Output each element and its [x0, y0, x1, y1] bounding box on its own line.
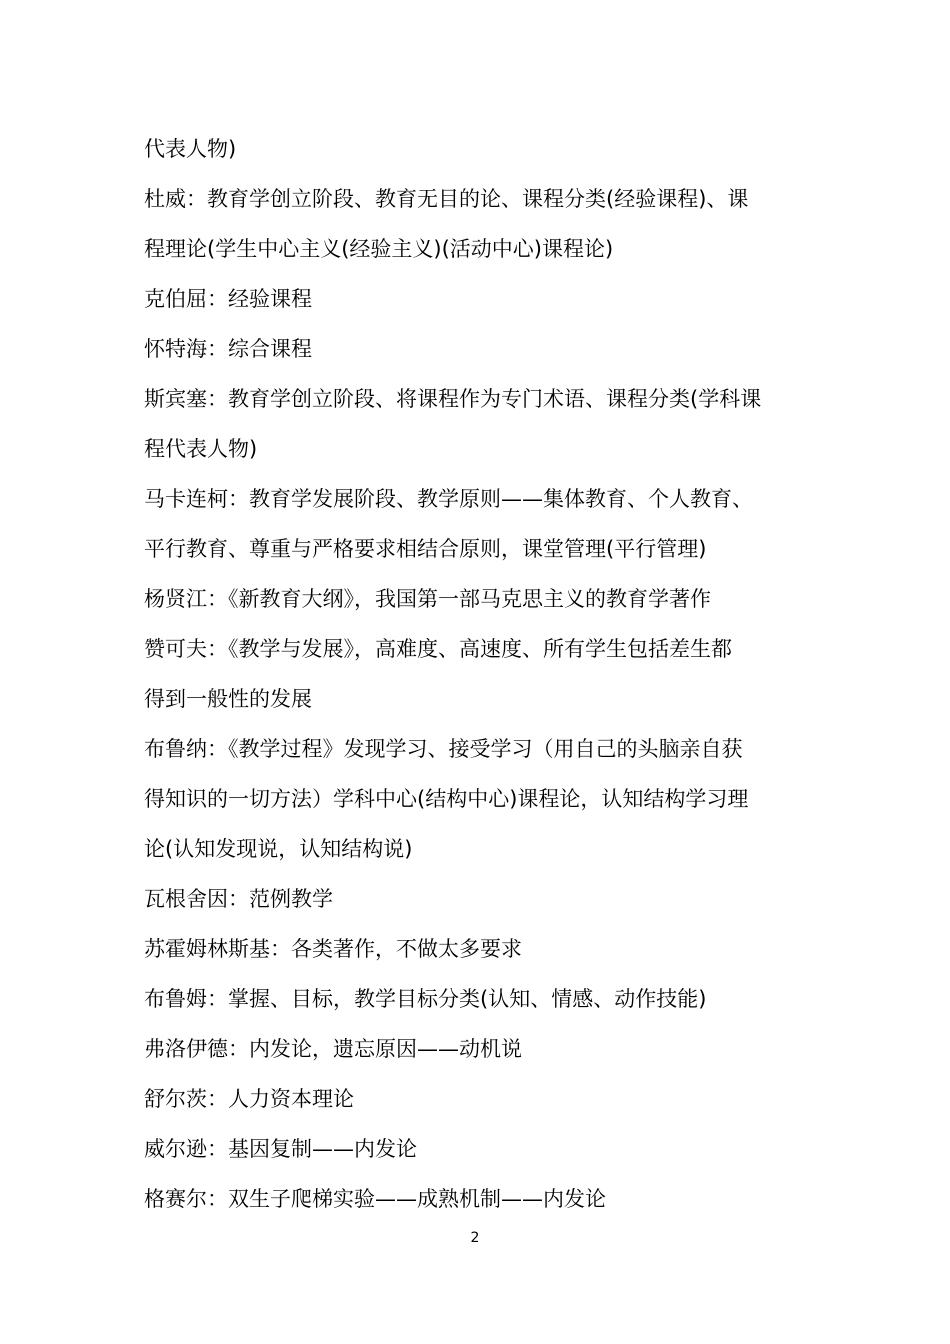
text-line: 布鲁纳：《教学过程》发现学习、接受学习（用自己的头脑亲自获 — [144, 737, 743, 761]
text-line: 弗洛伊德：内发论，遗忘原因——动机说 — [144, 1037, 522, 1061]
text-line: 斯宾塞：教育学创立阶段、将课程作为专门术语、课程分类(学科课 — [144, 387, 762, 411]
text-line: 得到一般性的发展 — [144, 687, 312, 711]
text-line: 格赛尔：双生子爬梯实验——成熟机制——内发论 — [144, 1187, 606, 1211]
page-number: 2 — [470, 1230, 480, 1246]
text-line: 马卡连柯：教育学发展阶段、教学原则——集体教育、个人教育、 — [144, 487, 753, 511]
text-line: 平行教育、尊重与严格要求相结合原则，课堂管理(平行管理) — [144, 537, 707, 561]
text-line: 布鲁姆：掌握、目标，教学目标分类(认知、情感、动作技能) — [144, 987, 707, 1011]
text-line: 杨贤江：《新教育大纲》，我国第一部马克思主义的教育学著作 — [144, 587, 711, 611]
text-line: 程代表人物) — [144, 437, 258, 461]
text-line: 威尔逊：基因复制——内发论 — [144, 1137, 417, 1161]
document-body — [144, 124, 812, 1224]
text-line: 赞可夫：《教学与发展》，高难度、高速度、所有学生包括差生都 — [144, 637, 732, 661]
text-line: 代表人物) — [144, 137, 237, 161]
text-line: 程理论(学生中心主义(经验主义)(活动中心)课程论) — [144, 237, 614, 261]
text-line: 瓦根舍因：范例教学 — [144, 887, 333, 911]
text-line: 舒尔茨：人力资本理论 — [144, 1087, 354, 1111]
text-line: 苏霍姆林斯基：各类著作，不做太多要求 — [144, 937, 522, 961]
text-line: 怀特海：综合课程 — [144, 337, 312, 361]
text-line: 得知识的一切方法）学科中心(结构中心)课程论，认知结构学习理 — [144, 787, 749, 811]
text-line: 克伯屈：经验课程 — [144, 287, 312, 311]
text-line: 杜威：教育学创立阶段、教育无目的论、课程分类(经验课程)、课 — [144, 187, 749, 211]
text-line: 论(认知发现说，认知结构说) — [144, 837, 413, 861]
